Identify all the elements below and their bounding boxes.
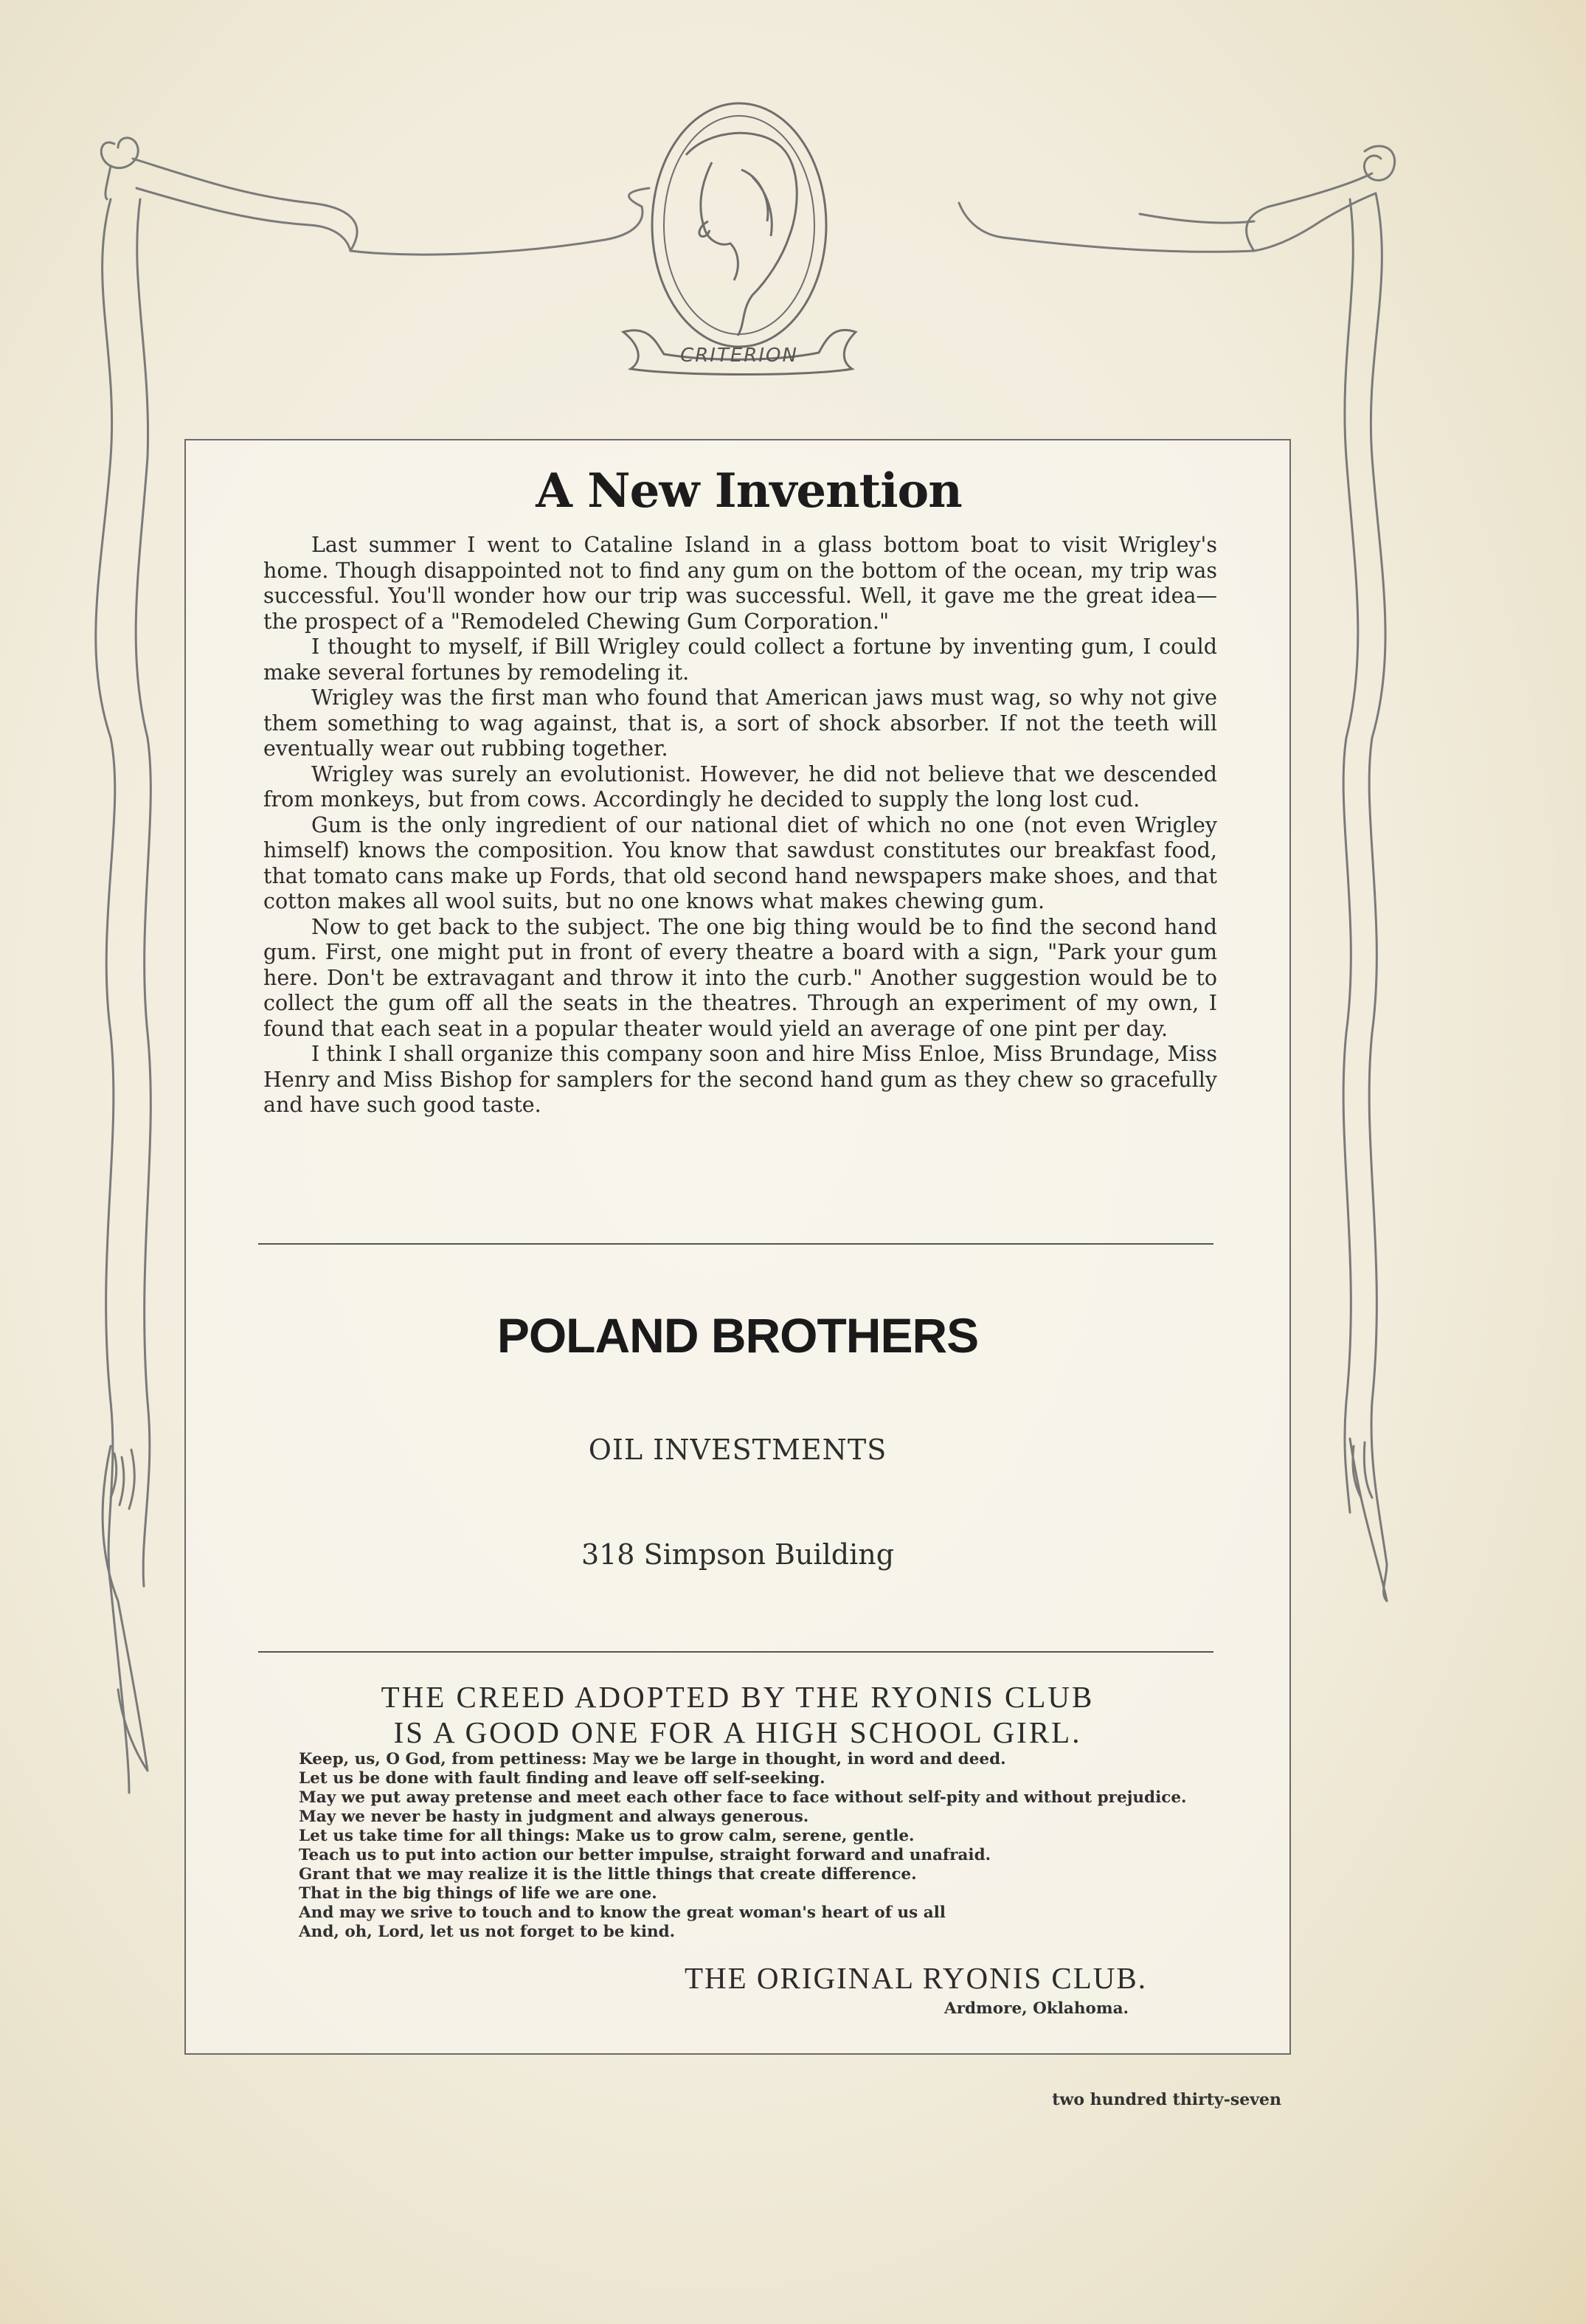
article-title: A New Invention (536, 463, 962, 519)
creed-line: May we put away pretense and meet each other face to face without self-pity and without prejudice. (299, 1788, 1187, 1807)
article-body (263, 533, 1217, 1118)
creed-heading (184, 1679, 1291, 1750)
creed-text (299, 1750, 1213, 1942)
creed-line: May we never be hasty in judgment and always generous. (299, 1808, 809, 1826)
creed-line: And may we srive to touch and to know the great woman's heart of us all (299, 1903, 946, 1922)
creed-signature: THE ORIGINAL RYONIS CLUB. (684, 1961, 1147, 1995)
article-paragraph: Now to get back to the subject. The one big thing would be to find the second hand gum. First, one might put in front of every theatre a board with a sign, "Park your gum here. Don't be extravagant and throw it into the curb." Another suggestion would be to collect the gum off all the seats in the theatres. Through an experiment of my own, I found that each seat in a popular theater would yield an average of one pint per day. (263, 914, 1217, 1041)
creed-line: Grant that we may realize it is the little things that create difference. (299, 1865, 917, 1884)
creed-line: Let us take time for all things: Make us to grow calm, serene, gentle. (299, 1827, 915, 1845)
logo-text: CRITERION (680, 345, 798, 367)
creed-line: And, oh, Lord, let us not forget to be kind. (299, 1923, 676, 1941)
article-paragraph: Last summer I went to Cataline Island in a glass bottom boat to visit Wrigley's home. Though disappointed not to find any gum on the bottom of the ocean, my trip was successful. You'll wonder how our trip was successful. Well, it gave me the great idea—the prospect of a "Remodeled Chewing Gum Corporation." (263, 533, 1217, 634)
ad-address: 318 Simpson Building (581, 1538, 895, 1571)
article-paragraph: I thought to myself, if Bill Wrigley could collect a fortune by inventing gum, I could make several fortunes by remodeling it. (263, 634, 1217, 685)
creed-line: Keep, us, O God, from pettiness: May we be large in thought, in word and deed. (299, 1750, 1006, 1768)
creed-line: That in the big things of life we are one. (299, 1884, 657, 1903)
article-paragraph: Wrigley was surely an evolutionist. However, he did not believe that we descended from monkeys, but from cows. Accordingly he decided to supply the long lost cud. (263, 761, 1217, 812)
section-divider (258, 1243, 1213, 1245)
article-paragraph: Wrigley was the first man who found that American jaws must wag, so why not give them something to wag against, that is, a sort of shock absorber. If not the teeth will eventually wear out rubbing together. (263, 685, 1217, 761)
creed-line: Teach us to put into action our better impulse, straight forward and unafraid. (299, 1846, 991, 1864)
section-divider (258, 1651, 1213, 1653)
creed-heading-line: THE CREED ADOPTED BY THE RYONIS CLUB (381, 1680, 1095, 1714)
ad-company-name: POLAND BROTHERS (496, 1308, 979, 1363)
page-number: two hundred thirty-seven (1052, 2090, 1281, 2109)
ad-business-line: OIL INVESTMENTS (588, 1434, 887, 1466)
creed-line: Let us be done with fault finding and leave off self-seeking. (299, 1769, 825, 1788)
creed-place: Ardmore, Oklahoma. (944, 1999, 1129, 2018)
article-paragraph: Gum is the only ingredient of our national diet of which no one (not even Wrigley himself) knows the composition. You know that sawdust constitutes our breakfast food, that tomato cans make up Fords, that old second hand newspapers make shoes, and that cotton makes all wool suits, but no one knows what makes chewing gum. (263, 812, 1217, 913)
article-paragraph: I think I shall organize this company soon and hire Miss Enloe, Miss Brundage, Miss Henry and Miss Bishop for samplers for the second hand gum as they chew so gracefully and have such good taste. (263, 1042, 1217, 1117)
creed-heading-line: IS A GOOD ONE FOR A HIGH SCHOOL GIRL. (393, 1715, 1082, 1749)
